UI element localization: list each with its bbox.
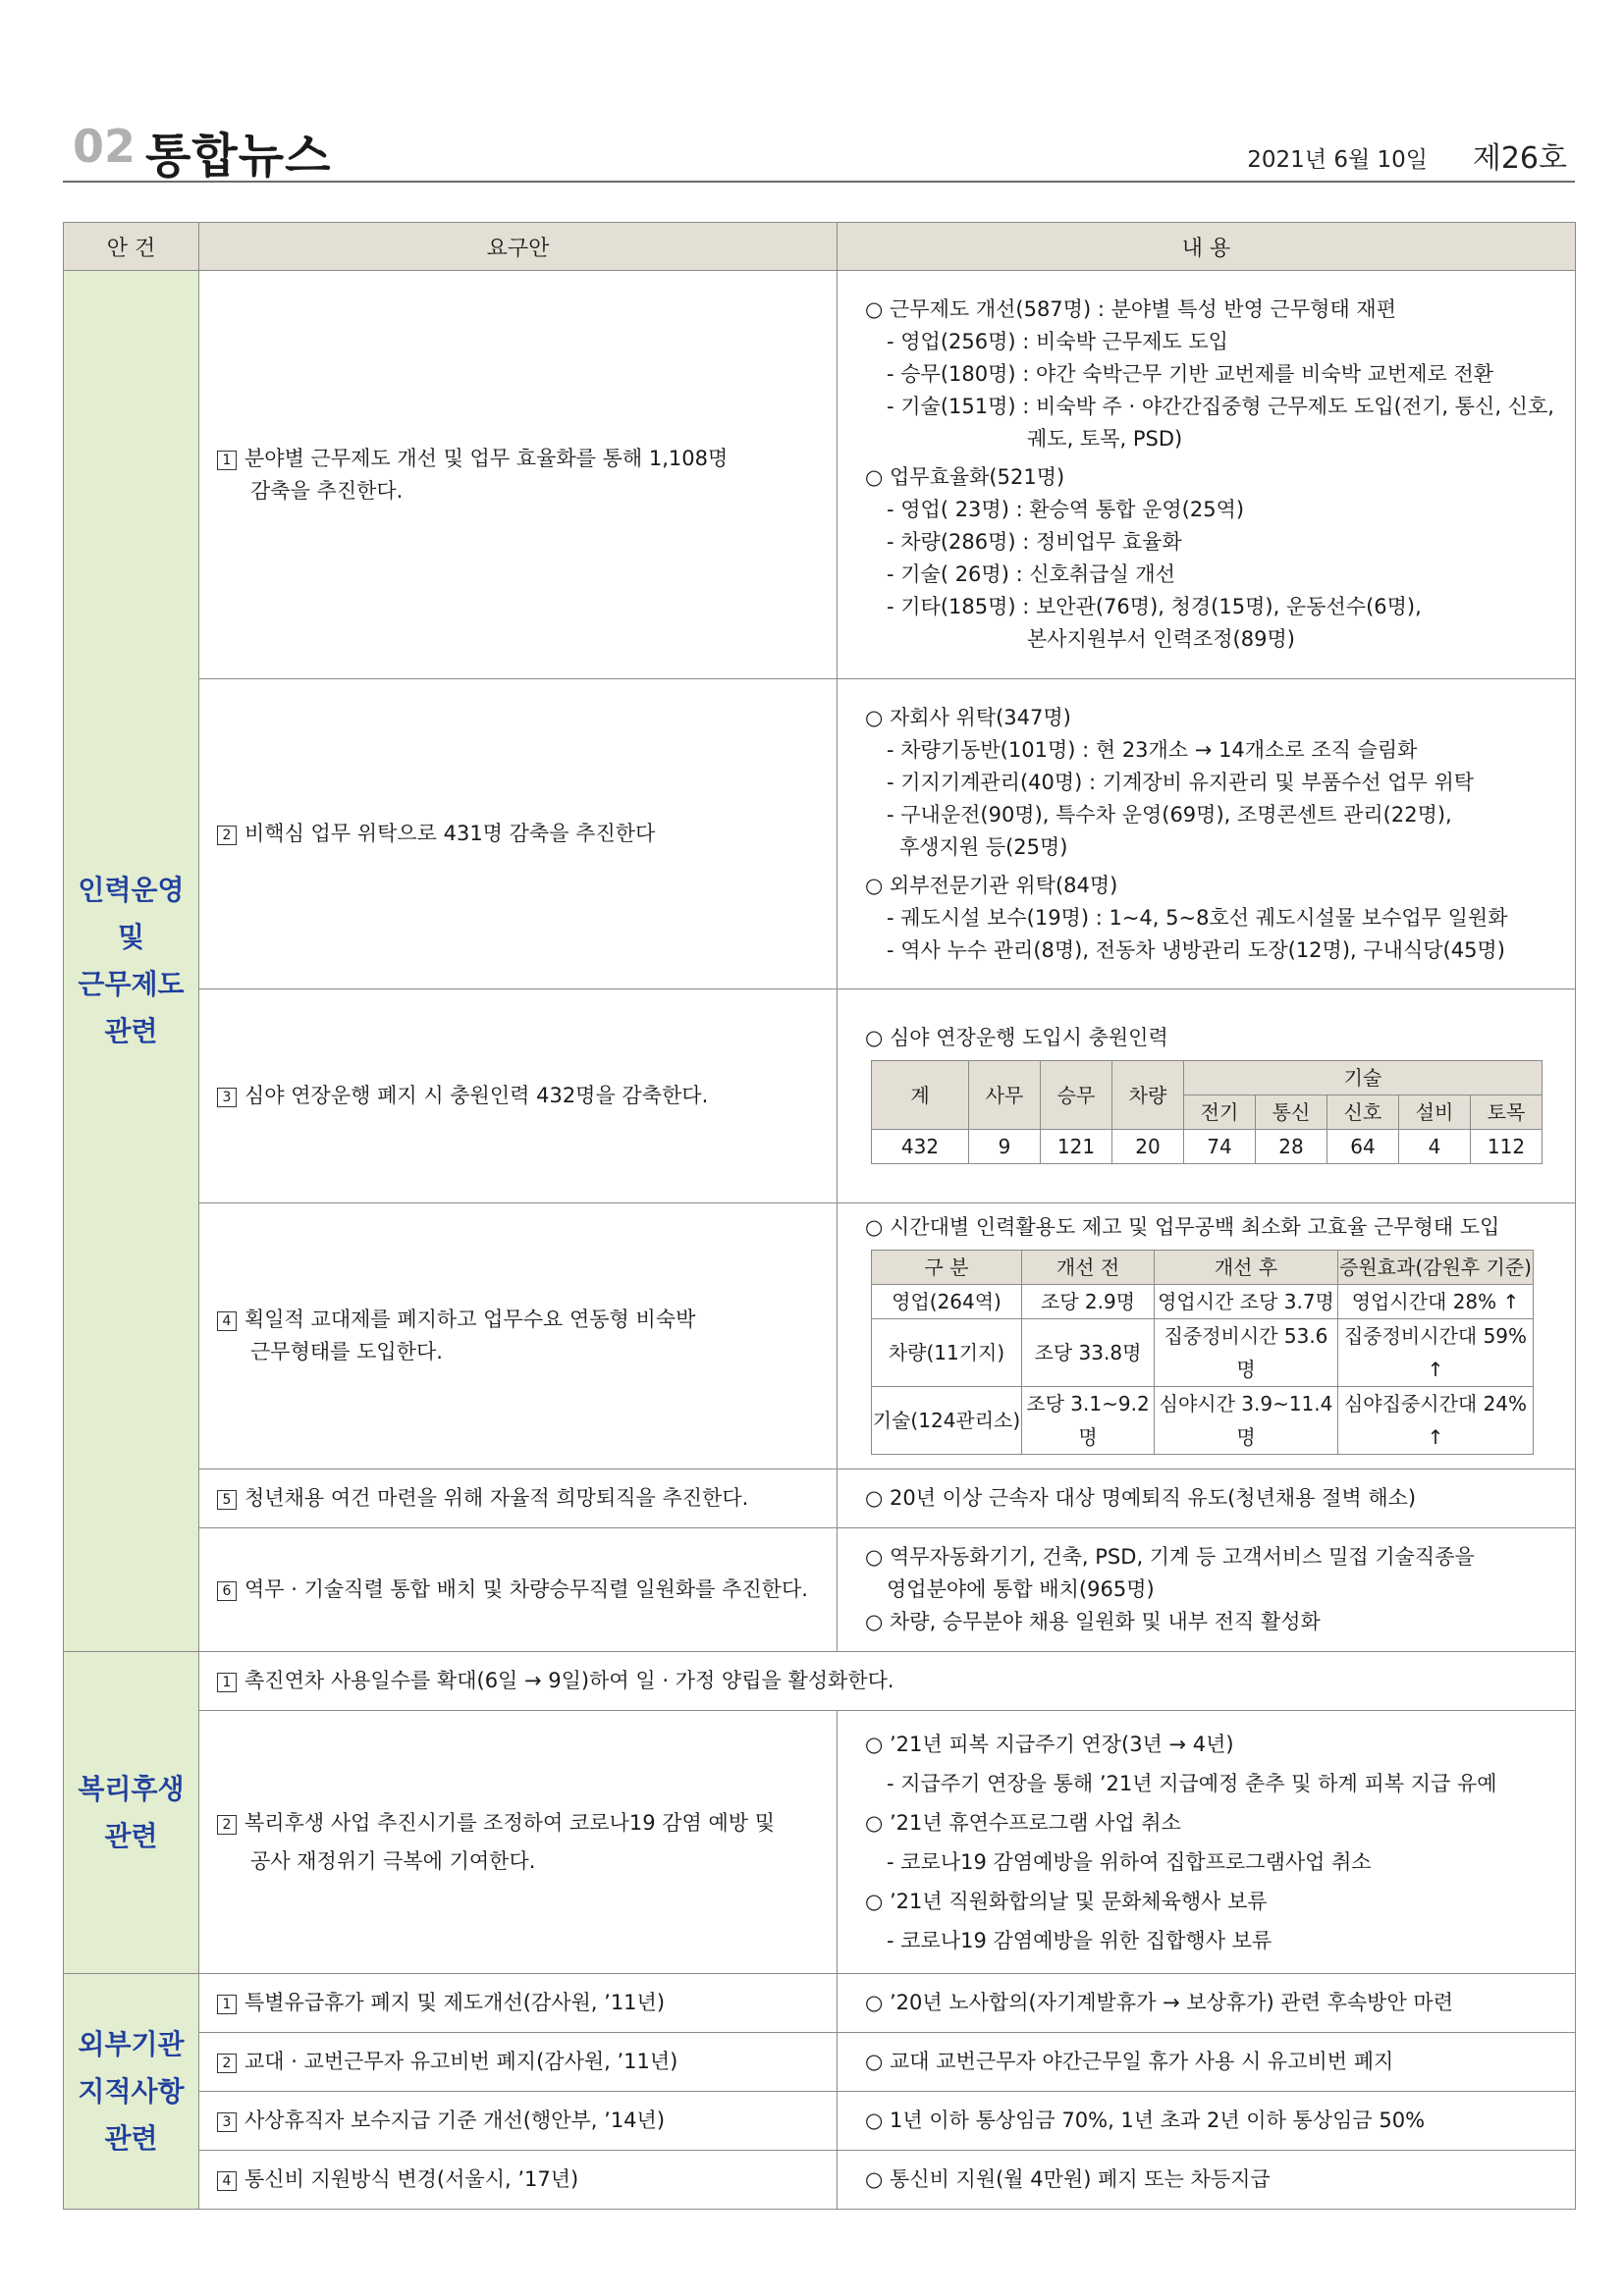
section-number: 02 [73,120,136,173]
category-cell: 인력운영 및 근무제도 관련 [64,271,199,1652]
content-cell: ○ 시간대별 인력활용도 제고 및 업무공백 최소화 고효율 근무형태 도입 구 분 개선 전 개선 후 증원효과(감원후 기준) 영업(264역) 조당 2.9명 영업시간 조당 3.7명 영업시간대 28% ↑ 차량(11기지) 조당 33.8명 집중정비시간 53.6명 집중정비시간대 59% ↑ 기술(124관리소) 조당 3.1~9.2명 심야시간 3.9~11.4명 심야집중시간대 24% ↑ [838,1203,1576,1469]
table-row [64,1469,1576,1528]
section-title: 통합뉴스 [145,129,332,184]
content-cell: ○ ’20년 노사합의(자기계발휴가 → 보상휴가) 관련 후속방안 마련 [838,1974,1576,2033]
request-cell: 2 비핵심 업무 위탁으로 431명 감축을 추진한다 [199,679,838,989]
content-cell: ○ 심야 연장운행 도입시 충원인력 계 사무 승무 차량 기술 전기 통신 신호 설비 토목 432 9 121 20 74 28 64 4 112 [838,989,1576,1203]
table-row [64,2092,1576,2151]
table-row [64,271,1576,679]
table-row [64,2151,1576,2210]
table-row [64,1711,1576,1974]
item-number: 3 [217,2112,237,2132]
table-row [64,1974,1576,2033]
table-row [64,1203,1576,1469]
request-cell: 2 교대 · 교번근무자 유고비번 폐지(감사원, ’11년) [199,2033,838,2092]
item-number: 1 [217,1673,237,1692]
issue-number: 제26호 [1472,141,1567,176]
table-row [64,2033,1576,2092]
request-cell: 1 촉진연차 사용일수를 확대(6일 → 9일)하여 일 · 가정 양립을 활성화한다. [199,1652,1576,1711]
request-cell: 3 심야 연장운행 폐지 시 충원인력 432명을 감축한다. [199,989,838,1203]
item-number: 3 [217,1088,237,1107]
request-cell: 3 사상휴직자 보수지급 기준 개선(행안부, ’14년) [199,2092,838,2151]
category-cell: 복리후생 관련 [64,1652,199,1974]
item-number: 2 [217,826,237,845]
request-cell: 2 복리후생 사업 추진시기를 조정하여 코로나19 감염 예방 및 공사 재정위기 극복에 기여한다. [199,1711,838,1974]
agenda-table [63,222,1576,2210]
request-cell: 1 특별유급휴가 폐지 및 제도개선(감사원, ’11년) [199,1974,838,2033]
request-cell: 1 분야별 근무제도 개선 및 업무 효율화를 통해 1,108명 감축을 추진한다. [199,271,838,679]
issue-date: 2021년 6월 10일 [1247,147,1428,173]
request-cell: 4 획일적 교대제를 폐지하고 업무수요 연동형 비숙박 근무형태를 도입한다. [199,1203,838,1469]
content-cell: ○ 역무자동화기기, 건축, PSD, 기계 등 고객서비스 밀접 기술직종을 영업분야에 통합 배치(965명) ○ 차량, 승무분야 채용 일원화 및 내부 전직 활성화 [838,1528,1576,1652]
table-row [64,989,1576,1203]
item-number: 2 [217,1815,237,1835]
request-cell: 6 역무 · 기술직렬 통합 배치 및 차량승무직렬 일원화를 추진한다. [199,1528,838,1652]
table-row [64,679,1576,989]
item-number: 6 [217,1581,237,1601]
item-number: 2 [217,2054,237,2073]
content-cell: ○ 자회사 위탁(347명) - 차량기동반(101명) : 현 23개소 → 14개소로 조직 슬림화 - 기지기계관리(40명) : 기계장비 유지관리 및 부품수선 업무 위탁 - 구내운전(90명), 특수차 운영(69명), 조명콘센트 관리(22명), 후생지원 등(25명) ○ 외부전문기관 위탁(84명) - 궤도시설 보수(19명) : 1~4, 5~8호선 궤도시설물 보수업무 일원화 - 역사 누수 관리(8명), 전동차 냉방관리 도장(12명), 구내식당(45명) [838,679,1576,989]
table-header-row [64,223,1576,271]
page-header [63,106,1575,183]
col-header-request: 요구안 [199,223,838,271]
request-cell: 4 통신비 지원방식 변경(서울시, ’17년) [199,2151,838,2210]
item-number: 5 [217,1490,237,1510]
item-number: 1 [217,451,237,470]
content-cell: ○ 1년 이하 통상임금 70%, 1년 초과 2년 이하 통상임금 50% [838,2092,1576,2151]
item-number: 4 [217,1311,237,1331]
col-header-content: 내 용 [838,223,1576,271]
category-cell: 외부기관 지적사항 관련 [64,1974,199,2210]
request-cell: 5 청년채용 여건 마련을 위해 자율적 희망퇴직을 추진한다. [199,1469,838,1528]
col-header-agenda: 안 건 [64,223,199,271]
workforce-subtable: 구 분 개선 전 개선 후 증원효과(감원후 기준) 영업(264역) 조당 2.9명 영업시간 조당 3.7명 영업시간대 28% ↑ 차량(11기지) 조당 33.8명 집중정비시간 53.6명 집중정비시간대 59% ↑ 기술(124관리소) 조당 3.1~9.2명 심야시간 3.9~11.4명 심야집중시간대 24% ↑ [871,1250,1534,1455]
item-number: 1 [217,1995,237,2014]
content-cell: ○ 통신비 지원(월 4만원) 폐지 또는 차등지급 [838,2151,1576,2210]
staffing-subtable: 계 사무 승무 차량 기술 전기 통신 신호 설비 토목 432 9 121 20 74 28 64 4 112 [871,1060,1543,1164]
table-row [64,1528,1576,1652]
table-row [64,1652,1576,1711]
item-number: 4 [217,2171,237,2191]
content-cell: ○ 교대 교번근무자 야간근무일 휴가 사용 시 유고비번 폐지 [838,2033,1576,2092]
content-cell: ○ ’21년 피복 지급주기 연장(3년 → 4년) - 지급주기 연장을 통해 ’21년 지급예정 춘추 및 하계 피복 지급 유예 ○ ’21년 휴연수프로그램 사업 취소 - 코로나19 감염예방을 위하여 집합프로그램사업 취소 ○ ’21년 직원화합의날 및 문화체육행사 보류 - 코로나19 감염예방을 위한 집합행사 보류 [838,1711,1576,1974]
content-cell: ○ 근무제도 개선(587명) : 분야별 특성 반영 근무형태 재편 - 영업(256명) : 비숙박 근무제도 도입 - 승무(180명) : 야간 숙박근무 기반 교번제를 비숙박 교번제로 전환 - 기술(151명) : 비숙박 주 · 야간간집중형 근무제도 도입(전기, 통신, 신호, 궤도, 토목, PSD) ○ 업무효율화(521명) - 영업( 23명) : 환승역 통합 운영(25역) - 차량(286명) : 정비업무 효율화 - 기술( 26명) : 신호취급실 개선 - 기타(185명) : 보안관(76명), 청경(15명), 운동선수(6명), 본사지원부서 인력조정(89명) [838,271,1576,679]
content-cell: ○ 20년 이상 근속자 대상 명예퇴직 유도(청년채용 절벽 해소) [838,1469,1576,1528]
